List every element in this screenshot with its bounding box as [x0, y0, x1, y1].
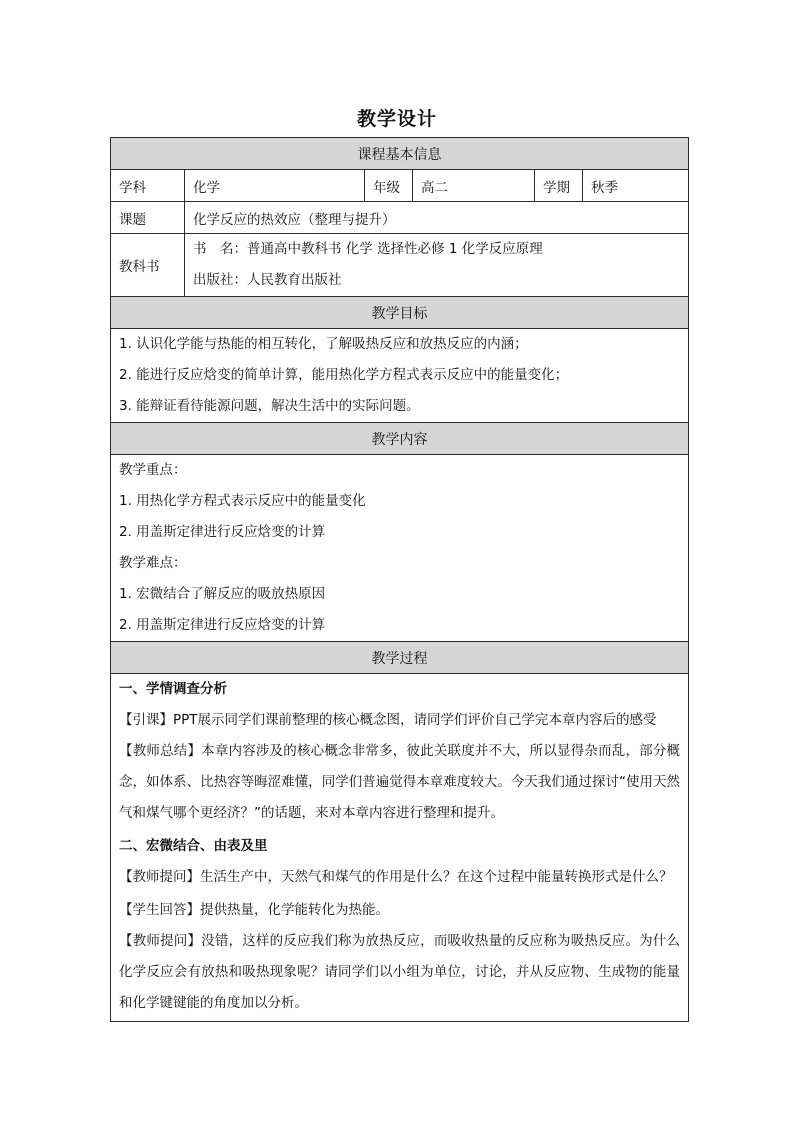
- process-row: [111, 674, 689, 1022]
- term-label: 学期: [535, 170, 583, 202]
- basic-info-header-row: [111, 138, 689, 170]
- objective-item: 3. 能辩证看待能源问题，解决生活中的实际问题。: [119, 398, 420, 414]
- basic-info-section-title: 课程基本信息: [111, 138, 689, 170]
- term-value: 秋季: [583, 170, 689, 202]
- objective-item: 2. 能进行反应焓变的简单计算，能用热化学方程式表示反应中的能量变化；: [119, 367, 569, 383]
- textbook-label: 教科书: [111, 234, 185, 297]
- part1-summary: 【教师总结】本章内容涉及的核心概念非常多，彼此关联度并不大，所以显得杂而乱，部分概念，如体系、比热容等晦涩难懂，同学们普遍觉得本章难度较大。今天我们通过探讨“使用天然气和煤气哪个更经济？”的话题，来对本章内容进行整理和提升。: [119, 743, 681, 821]
- topic-row: [111, 202, 689, 234]
- content-header-row: [111, 423, 689, 455]
- textbook-name: 书 名：普通高中教科书 化学 选择性必修 1 化学反应原理: [193, 241, 543, 257]
- grade-label: 年级: [365, 170, 413, 202]
- part2-question-2: 【教师提问】没错，这样的反应我们称为放热反应，而吸收热量的反应称为吸热反应。为什么化学反应会有放热和吸热现象呢？请同学们以小组为单位，讨论，并从反应物、生成物的能量和化学键键能的角度加以分析。: [119, 933, 681, 1011]
- process-section-title: 教学过程: [111, 642, 689, 674]
- difficult-point-item: 1. 宏微结合了解反应的吸放热原因: [119, 586, 326, 602]
- subject-value: 化学: [185, 170, 365, 202]
- part2-heading: 二、宏微结合、由表及里: [119, 838, 268, 854]
- lesson-plan-table: [110, 137, 689, 1022]
- subject-label: 学科: [111, 170, 185, 202]
- part1-heading: 一、学情调查分析: [119, 681, 227, 697]
- document-title: 教学设计: [356, 108, 437, 130]
- key-point-item: 2. 用盖斯定律进行反应焓变的计算: [119, 524, 326, 540]
- objectives-header-row: [111, 297, 689, 329]
- topic-label: 课题: [111, 202, 185, 234]
- process-header-row: [111, 642, 689, 674]
- content-list: [111, 455, 689, 642]
- part2-answer-1: 【学生回答】提供热量，化学能转化为热能。: [119, 902, 389, 918]
- process-body: [111, 674, 689, 1022]
- key-point-item: 1. 用热化学方程式表示反应中的能量变化: [119, 493, 366, 509]
- textbook-row: [111, 234, 689, 297]
- objectives-row: [111, 329, 689, 423]
- content-row: [111, 455, 689, 642]
- key-points-label: 教学重点：: [119, 462, 187, 478]
- content-section-title: 教学内容: [111, 423, 689, 455]
- objectives-section-title: 教学目标: [111, 297, 689, 329]
- objective-item: 1. 认识化学能与热能的相互转化，了解吸热反应和放热反应的内涵；: [119, 336, 528, 352]
- textbook-publisher: 出版社：人民教育出版社: [193, 272, 342, 288]
- textbook-details: [185, 234, 689, 297]
- subject-grade-term-row: [111, 170, 689, 202]
- grade-value: 高二: [413, 170, 535, 202]
- part1-intro: 【引课】PPT展示同学们课前整理的核心概念图，请同学们评价自己学完本章内容后的感受: [119, 712, 657, 728]
- difficult-points-label: 教学难点：: [119, 555, 187, 571]
- objectives-list: [111, 329, 689, 423]
- difficult-point-item: 2. 用盖斯定律进行反应焓变的计算: [119, 617, 326, 633]
- part2-question-1: 【教师提问】生活生产中，天然气和煤气的作用是什么？在这个过程中能量转换形式是什么？: [119, 869, 673, 885]
- topic-value: 化学反应的热效应（整理与提升）: [185, 202, 689, 234]
